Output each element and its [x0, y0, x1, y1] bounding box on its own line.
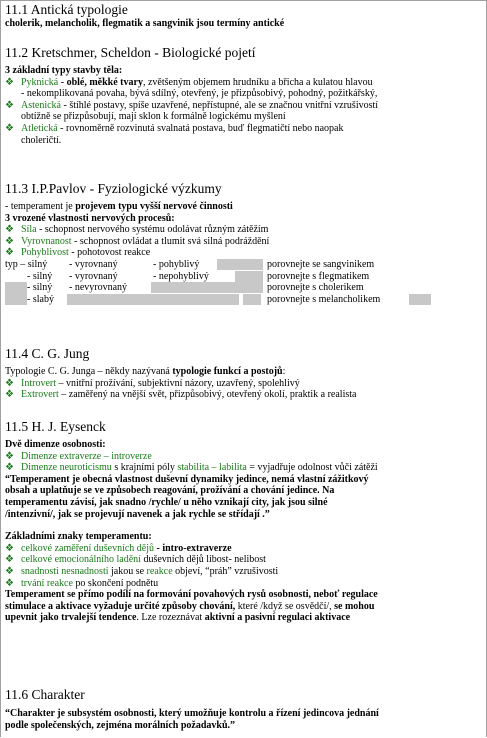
table-cell: - nepohyblivý [153, 270, 209, 282]
quote-line: temperamentu závisí, jak snadno /rychle/ u něho vznikají city, jak jsou silné [5, 496, 328, 508]
list-item: ❖ Pohyblivost - pohotovost reakce [5, 247, 151, 259]
table-cell: - slabý [27, 293, 54, 305]
table-cell: porovnejte s cholerikem [267, 282, 364, 294]
bullet-icon: ❖ [5, 462, 14, 474]
table-cell: - pohyblivý [153, 258, 200, 270]
paragraph: Základními znaky temperamentu: [5, 531, 152, 543]
paragraph: Dvě dimenze osobnosti: [5, 439, 106, 450]
quote-line: “Charakter je subsystém osobnosti, který umožňuje kontrolu a řízení jedincova jednání [5, 708, 379, 719]
section-pavlov [5, 181, 482, 325]
list-item: ❖ Introvert – vnitřní prožívání, subjektivní názory, uzavřený, spolehlivý [5, 377, 300, 389]
section-heading: 11.6 Charakter [5, 687, 85, 702]
paragraph: 3 vrozené vlastnosti nervových procesů: [5, 212, 175, 224]
temperament-type-table [5, 259, 482, 325]
bullet-icon: ❖ [5, 76, 14, 88]
bullet-icon: ❖ [5, 235, 14, 247]
bullet-icon: ❖ [5, 122, 14, 134]
list-item-continuation: choleričtí. [21, 134, 62, 146]
list-item: ❖ Extrovert – zaměřený na vnější svět, přizpůsobivý, otevřený okolí, praktik a realista [5, 389, 357, 401]
highlight-block [235, 271, 263, 282]
table-cell: porovnejte se sangvinikem [267, 258, 375, 270]
paragraph: 3 základní typy stavby těla: [5, 65, 123, 76]
bullet-icon: ❖ [5, 224, 14, 236]
quote-line: obsah a uplatňuje se ve způsobech reagování, prožívání a chování jedince. Na [5, 485, 335, 497]
paragraph: Typologie C. G. Junga – někdy nazývaná typologie funkcí a postojů: [5, 366, 286, 377]
list-item: ❖ Síla - schopnost nervového systému odolávat různým zátěžím [5, 224, 269, 236]
bullet-icon: ❖ [5, 577, 14, 589]
highlight-block [217, 259, 263, 270]
highlight-block [67, 294, 239, 305]
bullet-icon: ❖ [5, 99, 14, 111]
list-item: ❖ Atletická - rovnoměrně rozvinutá svalnatá postava, buď flegmatičtí nebo naopak [5, 122, 344, 134]
list-item: ❖ Pyknická - oblé, měkké tvary, zvětšeným objemem hrudníku a břicha a kulatou hlavou [5, 76, 373, 88]
paragraph: cholerik, melancholik, flegmatik a sangvinik jsou termíny antické [5, 18, 285, 29]
section-antique-typology [5, 2, 482, 30]
bullet-icon: ❖ [5, 389, 14, 401]
list-item: ❖ Vyrovnanost - schopnost ovládat a tlumit svá silná podráždění [5, 235, 270, 247]
list-item: ❖ celkové emocionálního ladění duševních dějů libost- nelibost [5, 554, 266, 566]
paragraph: Temperament se přímo podílí na formování povahových rysů osobnosti, neboť regulace [5, 589, 378, 601]
table-cell: typ – silný [5, 258, 48, 270]
list-item: ❖ Dimenze neuroticismu s krajními póly stabilita – labilita = vyjadřuje odolnost vůči zátěži [5, 462, 378, 474]
bullet-icon: ❖ [5, 542, 14, 554]
section-heading: 11.3 I.P.Pavlov - Fyziologické výzkumy [5, 181, 222, 196]
section-heading: 11.1 Antická typologie [5, 2, 128, 17]
highlight-block [151, 282, 263, 293]
bullet-icon: ❖ [5, 377, 14, 389]
bullet-icon: ❖ [5, 565, 14, 577]
section-heading: 11.5 H. J. Eysenck [5, 419, 106, 434]
table-cell: - vyrovnaný [69, 258, 118, 270]
table-cell: porovnejte s flegmatikem [267, 270, 370, 282]
section-heading: 11.4 C. G. Jung [5, 346, 90, 361]
list-item-continuation: obtížně se přizpůsobují, mají sklon k formálně logickému myšlení [21, 111, 286, 123]
list-item: ❖ celkové zaměření duševních dějů - intro-extraverze [5, 542, 232, 554]
table-cell: - silný [27, 270, 53, 282]
table-cell: - vyrovnaný [69, 270, 118, 282]
section-eysenck [5, 419, 482, 624]
section-kretschmer [5, 45, 482, 146]
paragraph: stimulace a aktivace vyžaduje určité způsoby chování, které /když se osvědčí/, se mohou [5, 600, 375, 612]
section-heading: 11.2 Kretschmer, Scheldon - Biologické pojetí [5, 45, 256, 60]
table-cell: - silný [27, 282, 53, 294]
list-item-continuation: - nekomplikovaná povaha, bývá sdílný, otevřený, je přizpůsobivý, pohodný, požitkářský, [21, 88, 378, 100]
table-cell: porovnejte s melancholikem [267, 293, 381, 305]
list-item: ❖ Astenická - štíhlé postavy, spíše uzavřené, nepřístupné, ale se značnou vnitřní vzrušivostí [5, 99, 379, 111]
list-item: ❖ trvání reakce po skončení podnětu [5, 577, 159, 589]
paragraph: - temperament je projevem typu vyšší nervové činnosti [5, 201, 233, 212]
highlight-block [5, 282, 27, 305]
section-character [5, 687, 482, 731]
section-jung [5, 346, 482, 401]
bullet-icon: ❖ [5, 247, 14, 259]
list-item: ❖ snadnosti nesnadnosti jakou se reakce objeví, “práh” vzrušivosti [5, 565, 279, 577]
highlight-block [409, 294, 431, 305]
list-item: ❖ Dimenze extraverze – introverze [5, 450, 152, 462]
quote-line: podle společenských, zejména morálních požadavků.” [5, 719, 236, 731]
highlight-block [243, 294, 261, 305]
quote-line: /intenzivní/, jak se projevují navenek a jak rychle se střídají .” [5, 508, 270, 520]
quote-line: “Temperament je obecná vlastnost duševní dynamiky jedince, nemá vlastní zážitkový [5, 473, 369, 485]
bullet-icon: ❖ [5, 450, 14, 462]
bullet-icon: ❖ [5, 554, 14, 566]
table-cell: - nevyrovnaný [69, 282, 128, 294]
paragraph: upevnit jako trvalejší tendence. Lze rozeznávat aktivní a pasivní regulaci aktivace [5, 612, 351, 624]
